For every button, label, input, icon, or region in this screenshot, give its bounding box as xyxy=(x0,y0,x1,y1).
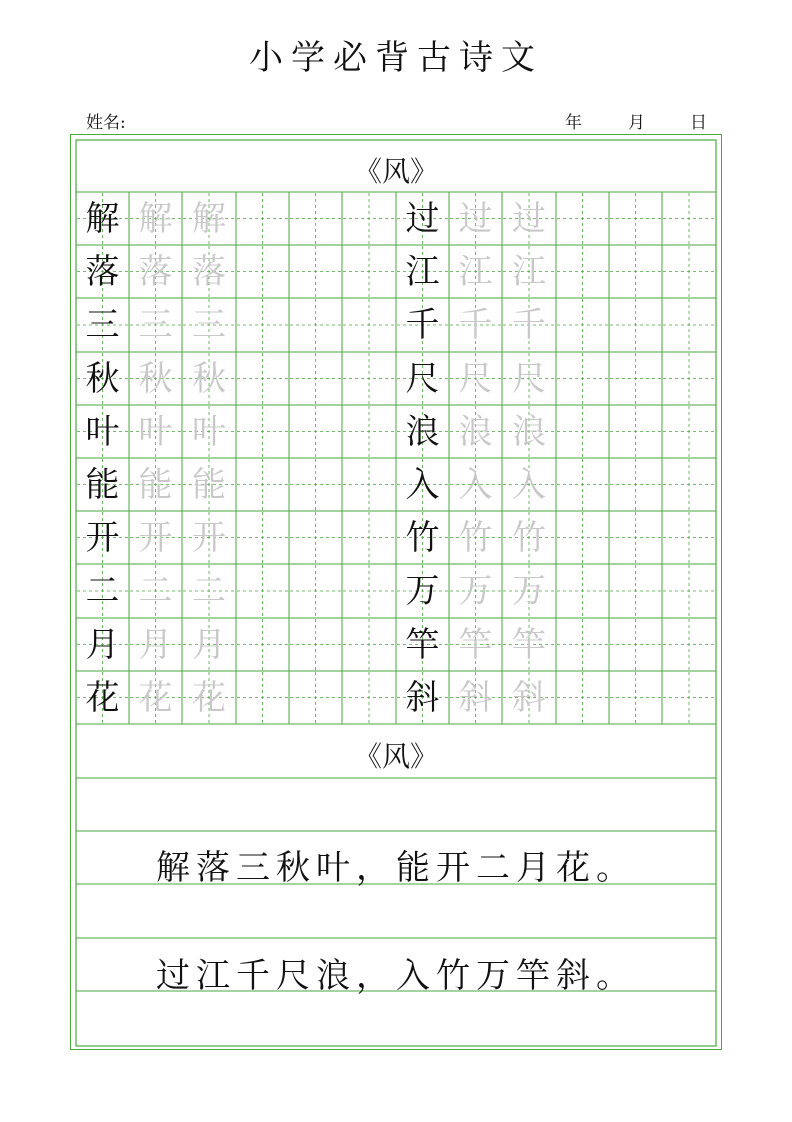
trace-character: 能 xyxy=(192,464,226,505)
trace-character: 尺 xyxy=(458,358,493,399)
trace-character: 解 xyxy=(192,198,226,239)
month-label: 月 xyxy=(628,113,645,133)
poem-heading: 《风》 xyxy=(353,155,438,188)
model-character: 花 xyxy=(85,677,120,718)
trace-character: 江 xyxy=(458,251,493,292)
trace-character: 秋 xyxy=(192,358,226,399)
trace-character: 万 xyxy=(458,571,493,611)
trace-character: 入 xyxy=(512,464,546,505)
trace-character: 竹 xyxy=(512,517,546,558)
trace-character: 竹 xyxy=(458,517,493,558)
trace-character: 秋 xyxy=(138,358,173,399)
trace-character: 过 xyxy=(458,198,493,239)
trace-character: 万 xyxy=(512,571,546,611)
model-character: 竿 xyxy=(405,624,440,665)
trace-character: 尺 xyxy=(512,358,546,399)
trace-character: 斜 xyxy=(512,677,546,718)
trace-character: 过 xyxy=(512,198,546,239)
model-character: 叶 xyxy=(85,411,120,452)
model-character: 开 xyxy=(85,517,120,558)
model-character: 二 xyxy=(85,571,120,611)
trace-character: 江 xyxy=(512,251,546,292)
model-character: 入 xyxy=(405,464,440,505)
day-label: 日 xyxy=(690,113,707,133)
trace-character: 入 xyxy=(458,464,493,505)
poem-line-1: 解落三秋叶，能开二月花。 xyxy=(156,848,636,888)
model-character: 能 xyxy=(85,464,120,505)
page-title: 小学必背古诗文 xyxy=(249,38,543,78)
trace-character: 月 xyxy=(138,624,173,665)
trace-character: 叶 xyxy=(138,411,173,452)
poem-heading-bottom: 《风》 xyxy=(353,740,438,773)
name-label: 姓名: xyxy=(86,113,126,133)
trace-character: 落 xyxy=(138,251,173,292)
model-character: 竹 xyxy=(405,517,440,558)
trace-character: 三 xyxy=(192,305,226,345)
trace-character: 斜 xyxy=(458,677,493,718)
trace-character: 三 xyxy=(138,305,173,345)
trace-character: 千 xyxy=(458,305,493,345)
model-character: 斜 xyxy=(405,677,440,718)
trace-character: 花 xyxy=(138,677,173,718)
model-character: 解 xyxy=(85,198,120,239)
trace-character: 二 xyxy=(192,571,226,611)
trace-character: 能 xyxy=(138,464,173,505)
trace-character: 月 xyxy=(192,624,226,665)
trace-character: 竿 xyxy=(458,624,493,665)
trace-character: 叶 xyxy=(192,411,226,452)
model-character: 秋 xyxy=(85,358,120,399)
trace-character: 解 xyxy=(138,198,173,239)
model-character: 月 xyxy=(85,624,120,665)
trace-character: 二 xyxy=(138,571,173,611)
model-character: 浪 xyxy=(405,411,440,452)
trace-character: 落 xyxy=(192,251,226,292)
model-character: 万 xyxy=(405,571,440,611)
model-character: 过 xyxy=(405,198,440,239)
model-character: 尺 xyxy=(405,358,440,399)
poem-line-2: 过江千尺浪，入竹万竿斜。 xyxy=(156,956,636,996)
trace-character: 千 xyxy=(512,305,546,345)
trace-character: 花 xyxy=(192,677,226,718)
model-character: 落 xyxy=(85,251,120,292)
model-character: 三 xyxy=(85,305,120,345)
model-character: 千 xyxy=(405,305,440,345)
model-character: 江 xyxy=(405,251,440,292)
trace-character: 开 xyxy=(192,517,226,558)
year-label: 年 xyxy=(565,113,582,133)
trace-character: 浪 xyxy=(512,411,546,452)
trace-character: 浪 xyxy=(458,411,493,452)
trace-character: 开 xyxy=(138,517,173,558)
trace-character: 竿 xyxy=(512,624,546,665)
